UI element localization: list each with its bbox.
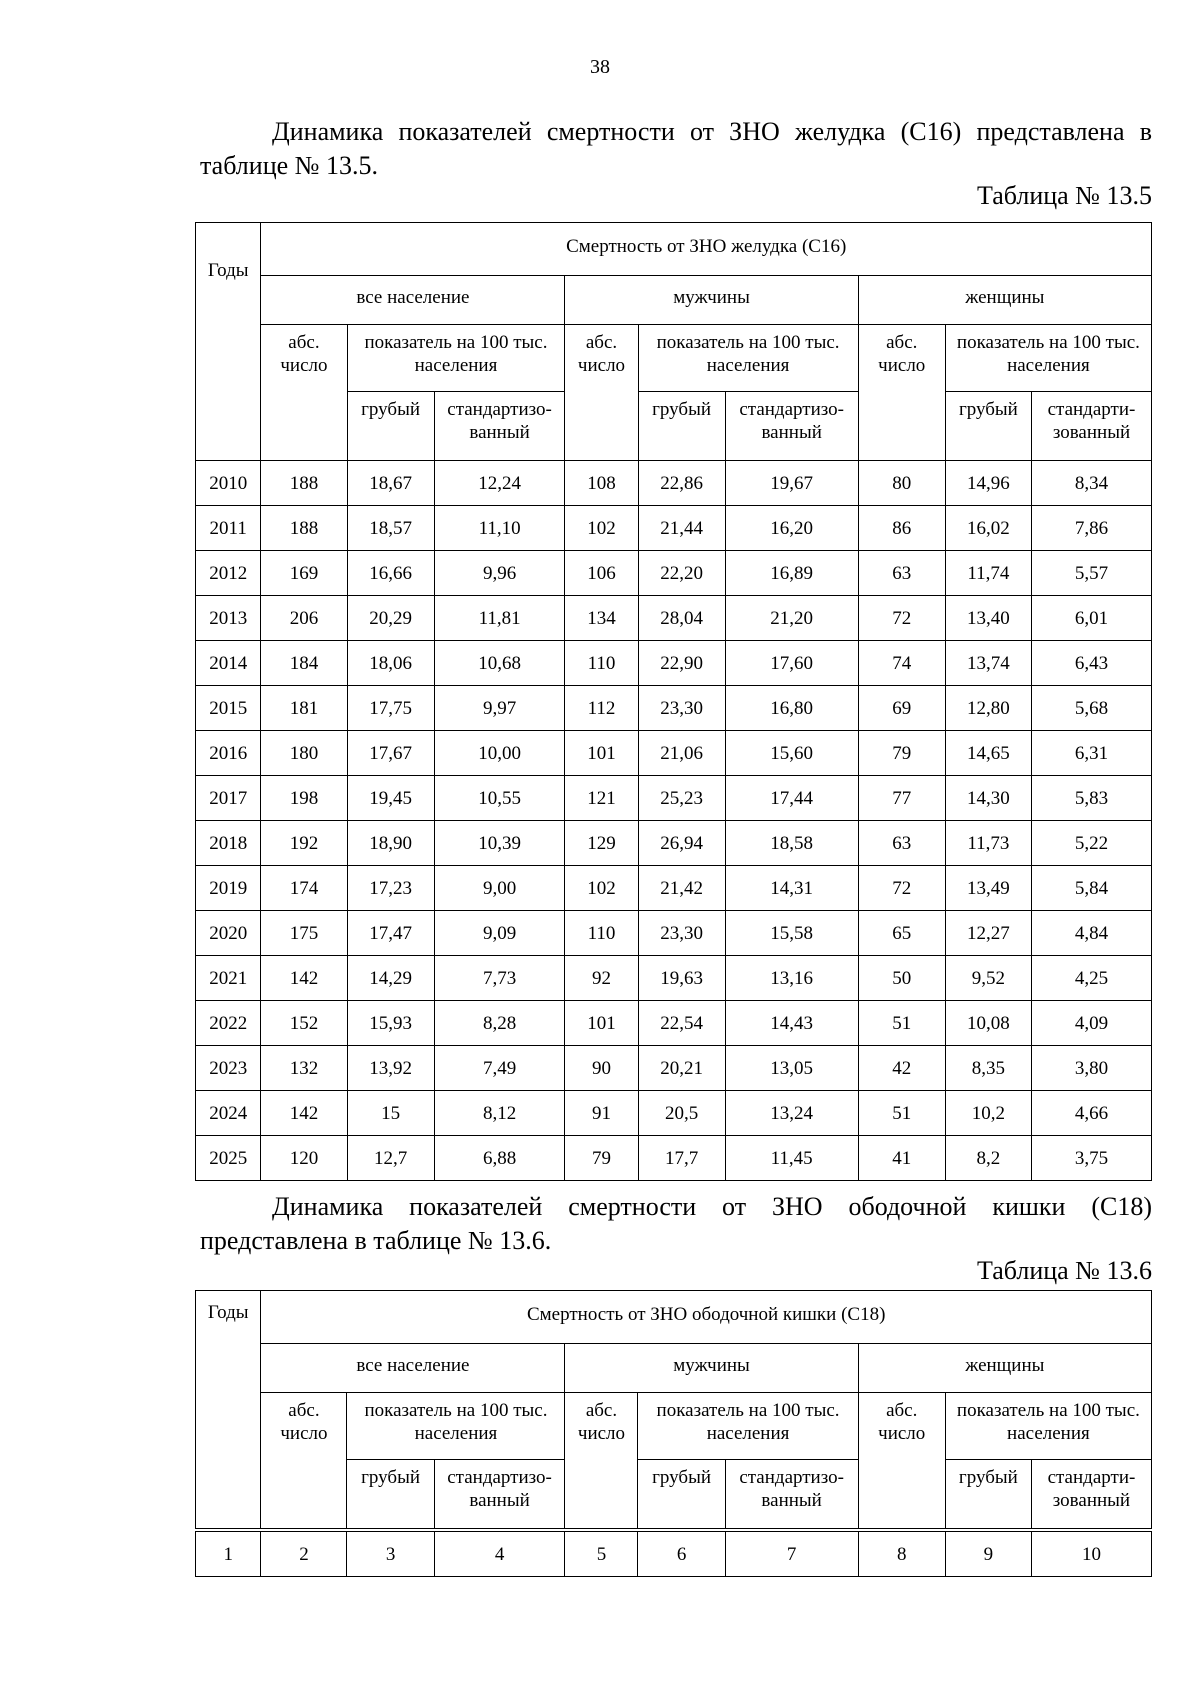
value-cell: 108 — [565, 461, 638, 506]
table-row — [196, 776, 1152, 821]
year-cell: 2012 — [196, 551, 261, 596]
value-cell: 7,73 — [434, 956, 565, 1001]
value-cell: 6,43 — [1031, 641, 1151, 686]
abs-number-header: абс. число — [261, 1393, 347, 1531]
crude-header: грубый — [945, 1460, 1031, 1531]
table-row — [196, 596, 1152, 641]
value-cell: 8,34 — [1031, 461, 1151, 506]
rate-header: показатель на 100 тыс. населения — [638, 1393, 858, 1460]
value-cell: 102 — [565, 866, 638, 911]
column-number: 2 — [261, 1530, 347, 1577]
value-cell: 10,08 — [945, 1001, 1031, 1046]
value-cell: 188 — [261, 506, 347, 551]
value-cell: 13,24 — [725, 1091, 858, 1136]
standardized-header: стандартизо-ванный — [434, 1460, 565, 1531]
value-cell: 16,80 — [725, 686, 858, 731]
rate-header: показатель на 100 тыс. населения — [347, 325, 565, 392]
value-cell: 175 — [261, 911, 347, 956]
column-number: 4 — [434, 1530, 565, 1577]
table-row — [196, 1001, 1152, 1046]
value-cell: 129 — [565, 821, 638, 866]
value-cell: 102 — [565, 506, 638, 551]
value-cell: 12,24 — [434, 461, 565, 506]
value-cell: 184 — [261, 641, 347, 686]
value-cell: 134 — [565, 596, 638, 641]
value-cell: 5,83 — [1031, 776, 1151, 821]
value-cell: 180 — [261, 731, 347, 776]
value-cell: 19,45 — [347, 776, 434, 821]
value-cell: 6,01 — [1031, 596, 1151, 641]
abs-number-header: абс. число — [565, 1393, 638, 1531]
value-cell: 15 — [347, 1091, 434, 1136]
value-cell: 10,2 — [945, 1091, 1031, 1136]
value-cell: 14,30 — [945, 776, 1031, 821]
value-cell: 28,04 — [638, 596, 725, 641]
value-cell: 198 — [261, 776, 347, 821]
crude-header: грубый — [638, 1460, 725, 1531]
value-cell: 6,88 — [434, 1136, 565, 1181]
value-cell: 14,29 — [347, 956, 434, 1001]
value-cell: 5,22 — [1031, 821, 1151, 866]
value-cell: 8,2 — [945, 1136, 1031, 1181]
abs-number-header: абс. число — [261, 325, 347, 461]
abs-number-header: абс. число — [858, 1393, 945, 1531]
value-cell: 174 — [261, 866, 347, 911]
column-number: 9 — [945, 1530, 1031, 1577]
value-cell: 86 — [858, 506, 945, 551]
value-cell: 12,7 — [347, 1136, 434, 1181]
year-cell: 2024 — [196, 1091, 261, 1136]
value-cell: 77 — [858, 776, 945, 821]
abs-number-header: абс. число — [565, 325, 638, 461]
value-cell: 18,58 — [725, 821, 858, 866]
table-title: Смертность от ЗНО желудка (С16) — [261, 223, 1152, 276]
table-13-5-caption: Таблица № 13.5 — [976, 181, 1152, 210]
value-cell: 20,5 — [638, 1091, 725, 1136]
value-cell: 41 — [858, 1136, 945, 1181]
value-cell: 142 — [261, 1091, 347, 1136]
value-cell: 26,94 — [638, 821, 725, 866]
value-cell: 80 — [858, 461, 945, 506]
table-row — [196, 1091, 1152, 1136]
value-cell: 9,96 — [434, 551, 565, 596]
value-cell: 3,80 — [1031, 1046, 1151, 1091]
value-cell: 17,23 — [347, 866, 434, 911]
table-row — [196, 686, 1152, 731]
value-cell: 42 — [858, 1046, 945, 1091]
value-cell: 74 — [858, 641, 945, 686]
value-cell: 9,97 — [434, 686, 565, 731]
value-cell: 15,93 — [347, 1001, 434, 1046]
value-cell: 14,43 — [725, 1001, 858, 1046]
value-cell: 22,54 — [638, 1001, 725, 1046]
value-cell: 120 — [261, 1136, 347, 1181]
value-cell: 5,57 — [1031, 551, 1151, 596]
value-cell: 9,00 — [434, 866, 565, 911]
value-cell: 72 — [858, 866, 945, 911]
value-cell: 121 — [565, 776, 638, 821]
value-cell: 16,02 — [945, 506, 1031, 551]
value-cell: 90 — [565, 1046, 638, 1091]
value-cell: 23,30 — [638, 911, 725, 956]
value-cell: 8,28 — [434, 1001, 565, 1046]
value-cell: 181 — [261, 686, 347, 731]
crude-header: грубый — [638, 392, 725, 461]
column-number: 1 — [196, 1530, 261, 1577]
value-cell: 11,10 — [434, 506, 565, 551]
table-row — [196, 641, 1152, 686]
column-number: 6 — [638, 1530, 725, 1577]
abs-number-header: абс. число — [858, 325, 945, 461]
value-cell: 13,16 — [725, 956, 858, 1001]
year-cell: 2023 — [196, 1046, 261, 1091]
value-cell: 22,20 — [638, 551, 725, 596]
value-cell: 79 — [858, 731, 945, 776]
column-number-row — [196, 1530, 1152, 1577]
value-cell: 10,00 — [434, 731, 565, 776]
table-13-6-caption: Таблица № 13.6 — [976, 1256, 1152, 1285]
value-cell: 132 — [261, 1046, 347, 1091]
value-cell: 72 — [858, 596, 945, 641]
table-row — [196, 866, 1152, 911]
value-cell: 16,20 — [725, 506, 858, 551]
value-cell: 20,29 — [347, 596, 434, 641]
year-cell: 2018 — [196, 821, 261, 866]
rate-header: показатель на 100 тыс. населения — [638, 325, 858, 392]
value-cell: 10,68 — [434, 641, 565, 686]
value-cell: 17,60 — [725, 641, 858, 686]
value-cell: 13,05 — [725, 1046, 858, 1091]
group-women: женщины — [858, 276, 1151, 325]
year-cell: 2016 — [196, 731, 261, 776]
value-cell: 13,40 — [945, 596, 1031, 641]
value-cell: 21,06 — [638, 731, 725, 776]
intro-paragraph-1 — [200, 115, 1152, 183]
value-cell: 4,25 — [1031, 956, 1151, 1001]
value-cell: 21,42 — [638, 866, 725, 911]
year-cell: 2019 — [196, 866, 261, 911]
value-cell: 16,89 — [725, 551, 858, 596]
value-cell: 9,52 — [945, 956, 1031, 1001]
value-cell: 14,96 — [945, 461, 1031, 506]
value-cell: 11,73 — [945, 821, 1031, 866]
value-cell: 11,81 — [434, 596, 565, 641]
value-cell: 8,12 — [434, 1091, 565, 1136]
value-cell: 17,67 — [347, 731, 434, 776]
value-cell: 63 — [858, 551, 945, 596]
value-cell: 51 — [858, 1091, 945, 1136]
table-row — [196, 911, 1152, 956]
value-cell: 22,90 — [638, 641, 725, 686]
value-cell: 19,63 — [638, 956, 725, 1001]
value-cell: 206 — [261, 596, 347, 641]
value-cell: 25,23 — [638, 776, 725, 821]
table-row — [196, 1046, 1152, 1091]
intro-text-2-line-1-text: Динамика показателей смертности от ЗНО ободочной кишки (С18) — [272, 1192, 1152, 1221]
value-cell: 18,67 — [347, 461, 434, 506]
value-cell: 142 — [261, 956, 347, 1001]
crude-header: грубый — [347, 1460, 434, 1531]
value-cell: 5,84 — [1031, 866, 1151, 911]
value-cell: 65 — [858, 911, 945, 956]
standardized-header: стандартизо-ванный — [434, 392, 565, 461]
year-cell: 2015 — [196, 686, 261, 731]
value-cell: 14,65 — [945, 731, 1031, 776]
value-cell: 4,84 — [1031, 911, 1151, 956]
column-number: 10 — [1031, 1530, 1151, 1577]
value-cell: 12,80 — [945, 686, 1031, 731]
intro-text-1: Динамика показателей смертности от ЗНО желудка (С16) представлена в таблице № 13.5. — [200, 117, 1152, 180]
value-cell: 4,09 — [1031, 1001, 1151, 1046]
year-cell: 2021 — [196, 956, 261, 1001]
value-cell: 20,21 — [638, 1046, 725, 1091]
column-number: 7 — [725, 1530, 858, 1577]
value-cell: 17,7 — [638, 1136, 725, 1181]
intro-paragraph-2 — [200, 1190, 1152, 1258]
value-cell: 110 — [565, 641, 638, 686]
value-cell: 3,75 — [1031, 1136, 1151, 1181]
year-cell: 2022 — [196, 1001, 261, 1046]
table-row — [196, 731, 1152, 776]
standardized-header: стандартизо-ванный — [725, 392, 858, 461]
crude-header: грубый — [347, 392, 434, 461]
value-cell: 13,74 — [945, 641, 1031, 686]
value-cell: 69 — [858, 686, 945, 731]
value-cell: 16,66 — [347, 551, 434, 596]
value-cell: 18,57 — [347, 506, 434, 551]
group-all-population: все население — [261, 1344, 565, 1393]
value-cell: 112 — [565, 686, 638, 731]
value-cell: 13,49 — [945, 866, 1031, 911]
value-cell: 110 — [565, 911, 638, 956]
value-cell: 169 — [261, 551, 347, 596]
year-cell: 2013 — [196, 596, 261, 641]
value-cell: 152 — [261, 1001, 347, 1046]
year-cell: 2014 — [196, 641, 261, 686]
value-cell: 50 — [858, 956, 945, 1001]
table-13-6-body — [196, 1530, 1152, 1577]
group-men: мужчины — [565, 276, 858, 325]
table-row — [196, 1136, 1152, 1181]
table-13-5 — [195, 222, 1152, 1181]
group-all-population: все население — [261, 276, 565, 325]
column-number: 3 — [347, 1530, 434, 1577]
standardized-header: стандарти-зованный — [1031, 1460, 1151, 1531]
value-cell: 12,27 — [945, 911, 1031, 956]
table-row — [196, 821, 1152, 866]
value-cell: 7,86 — [1031, 506, 1151, 551]
value-cell: 17,47 — [347, 911, 434, 956]
rate-header: показатель на 100 тыс. населения — [347, 1393, 565, 1460]
value-cell: 17,75 — [347, 686, 434, 731]
year-cell: 2017 — [196, 776, 261, 821]
value-cell: 17,44 — [725, 776, 858, 821]
years-header: Годы — [196, 1291, 261, 1531]
value-cell: 18,06 — [347, 641, 434, 686]
value-cell: 91 — [565, 1091, 638, 1136]
table-row — [196, 506, 1152, 551]
value-cell: 9,09 — [434, 911, 565, 956]
value-cell: 63 — [858, 821, 945, 866]
rate-header: показатель на 100 тыс. населения — [945, 1393, 1151, 1460]
value-cell: 10,39 — [434, 821, 565, 866]
value-cell: 106 — [565, 551, 638, 596]
table-row — [196, 461, 1152, 506]
value-cell: 21,20 — [725, 596, 858, 641]
value-cell: 101 — [565, 1001, 638, 1046]
group-men: мужчины — [565, 1344, 858, 1393]
value-cell: 18,90 — [347, 821, 434, 866]
table-title: Смертность от ЗНО ободочной кишки (С18) — [261, 1291, 1152, 1344]
value-cell: 14,31 — [725, 866, 858, 911]
value-cell: 4,66 — [1031, 1091, 1151, 1136]
years-header: Годы — [196, 223, 261, 461]
value-cell: 10,55 — [434, 776, 565, 821]
year-cell: 2010 — [196, 461, 261, 506]
table-row — [196, 551, 1152, 596]
value-cell: 92 — [565, 956, 638, 1001]
value-cell: 19,67 — [725, 461, 858, 506]
year-cell: 2020 — [196, 911, 261, 956]
table-row — [196, 956, 1152, 1001]
value-cell: 11,45 — [725, 1136, 858, 1181]
intro-text-2-line-2: представлена в таблице № 13.6. — [200, 1226, 552, 1255]
value-cell: 79 — [565, 1136, 638, 1181]
value-cell: 21,44 — [638, 506, 725, 551]
crude-header: грубый — [945, 392, 1031, 461]
rate-header: показатель на 100 тыс. населения — [945, 325, 1151, 392]
value-cell: 5,68 — [1031, 686, 1151, 731]
table-13-5-body — [196, 461, 1152, 1181]
value-cell: 13,92 — [347, 1046, 434, 1091]
value-cell: 23,30 — [638, 686, 725, 731]
value-cell: 22,86 — [638, 461, 725, 506]
value-cell: 7,49 — [434, 1046, 565, 1091]
value-cell: 15,60 — [725, 731, 858, 776]
page-number: 38 — [590, 56, 610, 78]
column-number: 5 — [565, 1530, 638, 1577]
column-number: 8 — [858, 1530, 945, 1577]
standardized-header: стандартизо-ванный — [725, 1460, 858, 1531]
value-cell: 11,74 — [945, 551, 1031, 596]
year-cell: 2025 — [196, 1136, 261, 1181]
value-cell: 8,35 — [945, 1046, 1031, 1091]
table-13-6 — [195, 1290, 1152, 1577]
intro-text-2-line-1 — [200, 1190, 1152, 1224]
standardized-header: стандарти-зованный — [1031, 392, 1151, 461]
year-cell: 2011 — [196, 506, 261, 551]
value-cell: 101 — [565, 731, 638, 776]
value-cell: 15,58 — [725, 911, 858, 956]
value-cell: 6,31 — [1031, 731, 1151, 776]
group-women: женщины — [858, 1344, 1151, 1393]
value-cell: 188 — [261, 461, 347, 506]
value-cell: 192 — [261, 821, 347, 866]
value-cell: 51 — [858, 1001, 945, 1046]
